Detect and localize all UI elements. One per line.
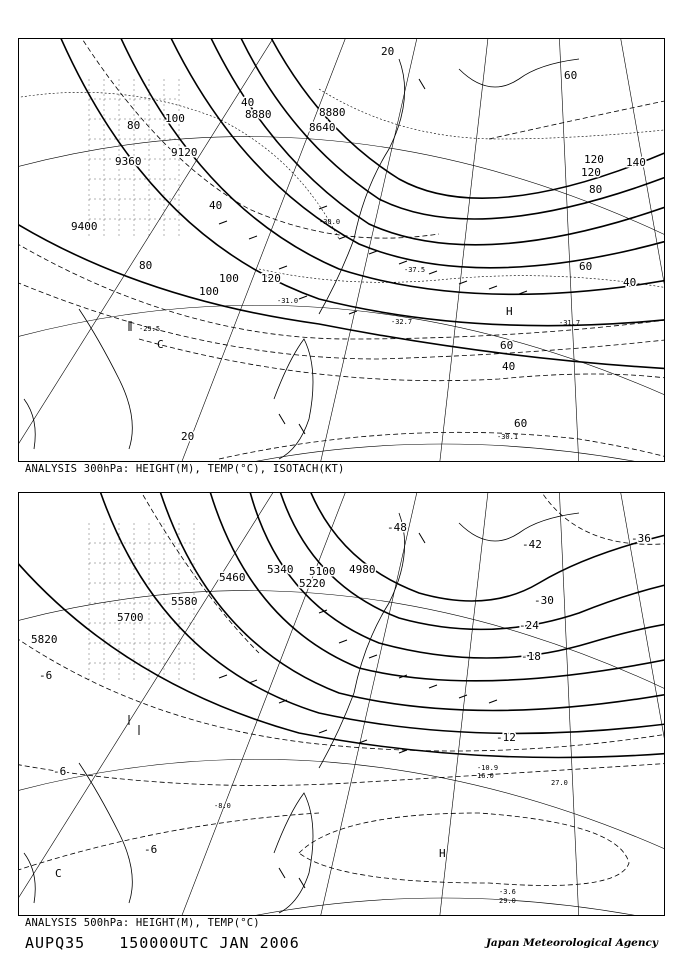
isotach-label: 100 (199, 285, 219, 298)
cold-center-marker: C (55, 867, 62, 880)
height-contours (19, 493, 664, 758)
map-500hpa-svg (19, 493, 664, 915)
height-label: 8640 (309, 121, 336, 134)
chart-code: AUPQ35 (25, 934, 86, 952)
temp-label: -36 (631, 532, 651, 545)
isotach-label: 40 (241, 96, 255, 109)
isotach-labels (127, 45, 646, 443)
isotach-label: 40 (502, 360, 516, 373)
temp-label: -42 (522, 538, 542, 551)
obs-label: 16.0 (477, 772, 494, 780)
temp-label: -30.1 (497, 433, 519, 441)
temperature-labels (139, 218, 580, 441)
temp-label: -48 (387, 521, 407, 534)
temp-label: -24 (519, 619, 539, 632)
isotach-label: 60 (500, 339, 514, 352)
obs-label: -8.0 (214, 802, 231, 810)
pressure-centers (55, 847, 446, 880)
height-label: 5700 (117, 611, 144, 624)
isotach-label: 20 (381, 45, 395, 58)
height-label: 8880 (245, 108, 272, 121)
graticule (19, 39, 664, 461)
isotach-label: 80 (589, 183, 603, 196)
map-panel-300hpa (18, 38, 665, 462)
temp-label: -30 (534, 594, 554, 607)
cold-center-marker: C (157, 338, 164, 351)
height-label: 5820 (31, 633, 58, 646)
isotach-label: 120 (261, 272, 281, 285)
obs-label: 27.0 (551, 779, 568, 787)
temp-label: -6 (53, 765, 67, 778)
high-pressure-marker: H (506, 305, 513, 318)
height-label: 9360 (115, 155, 142, 168)
temp-label: -31.0 (277, 297, 299, 305)
isotach-label: 60 (514, 417, 528, 430)
isotach-label: 120 (581, 166, 601, 179)
height-label: 8880 (319, 106, 346, 119)
panel-caption-500hpa: ANALYSIS 500hPa: HEIGHT(M), TEMP(°C) (25, 917, 260, 929)
chart-identifier (25, 934, 300, 952)
isotach-label: 40 (623, 276, 637, 289)
height-labels (31, 563, 376, 646)
panel-caption-300hpa: ANALYSIS 300hPa: HEIGHT(M), TEMP(°C), ISOTACH(KT) (25, 463, 345, 475)
height-label: 5580 (171, 595, 198, 608)
temp-label: -12 (496, 731, 516, 744)
agency-name: Japan Meteorological Agency (485, 937, 658, 949)
isotach-label: 140 (626, 156, 646, 169)
temp-label: -32.7 (391, 318, 413, 326)
map-panel-500hpa (18, 492, 665, 916)
temp-label: -30.0 (319, 218, 341, 226)
isotach-label: 80 (139, 259, 153, 272)
obs-label: -3.6 (499, 888, 516, 896)
height-label: 9120 (171, 146, 198, 159)
height-label: 5460 (219, 571, 246, 584)
height-label: 4980 (349, 563, 376, 576)
temp-label: -29.5 (139, 325, 161, 333)
height-label: 9400 (71, 220, 98, 233)
isotach-label: 120 (584, 153, 604, 166)
temp-label: -6 (144, 843, 158, 856)
isotach-label: 60 (564, 69, 578, 82)
isotach-label: 60 (579, 260, 593, 273)
coastlines (24, 513, 579, 913)
temp-label: -6 (39, 669, 53, 682)
graticule (19, 493, 664, 915)
temp-label: -37.5 (404, 266, 426, 274)
pressure-centers (157, 305, 513, 351)
isotach-label: 20 (181, 430, 195, 443)
height-label: 5100 (309, 565, 336, 578)
isotach-label: 100 (219, 272, 239, 285)
isotach-label: 100 (165, 112, 185, 125)
temp-label: -18 (521, 650, 541, 663)
obs-label: 29.0 (499, 897, 516, 905)
height-label: 5220 (299, 577, 326, 590)
high-pressure-marker: H (439, 847, 446, 860)
chart-timestamp: 150000UTC JAN 2006 (119, 934, 300, 952)
height-labels (71, 106, 346, 233)
obs-label: -10.9 (477, 764, 499, 772)
temp-label: -31.7 (559, 319, 581, 327)
map-300hpa-svg (19, 39, 664, 461)
coastlines (24, 59, 579, 459)
height-label: 5340 (267, 563, 294, 576)
isotach-label: 40 (209, 199, 223, 212)
isotach-label: 80 (127, 119, 141, 132)
